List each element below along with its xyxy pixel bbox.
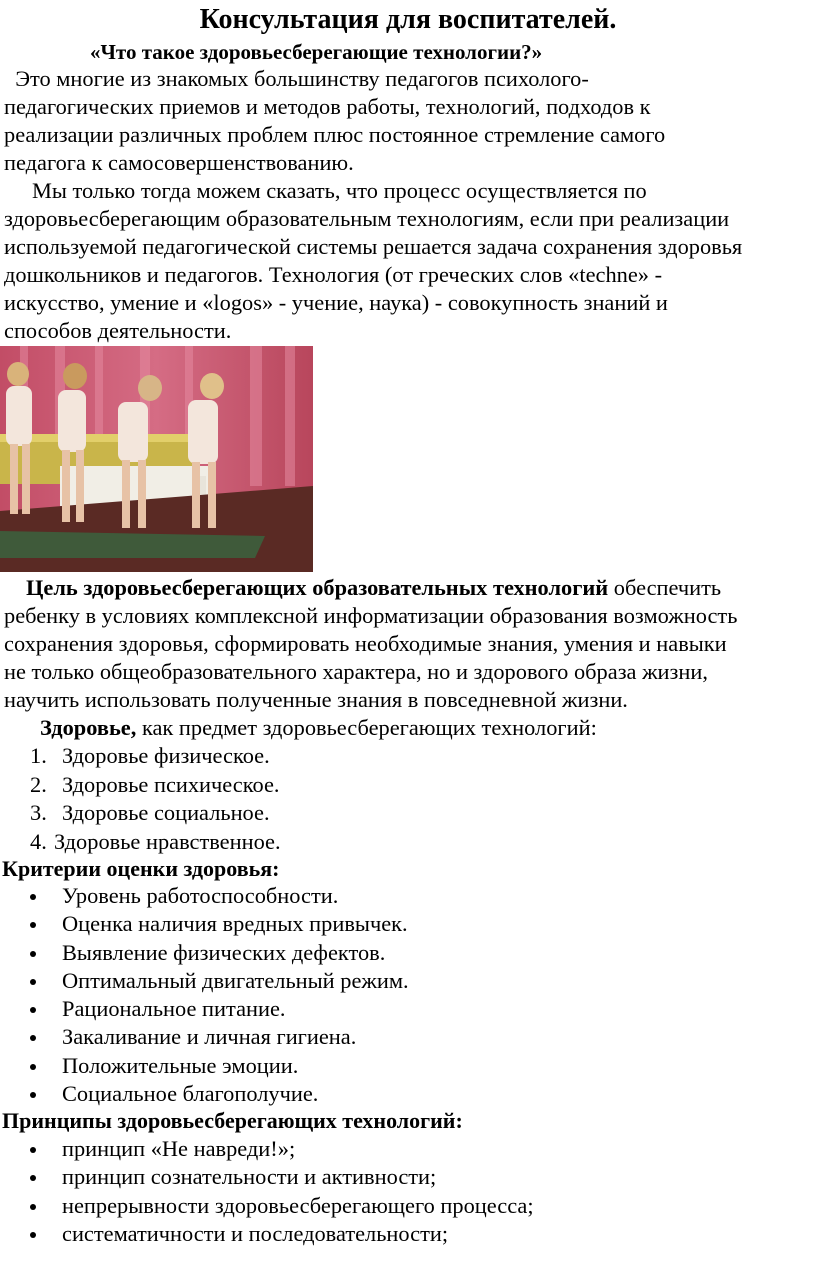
bullet-icon	[30, 922, 36, 928]
bullet-icon	[30, 1175, 36, 1181]
paragraph-line: используемой педагогической системы решается задача сохранения здоровья	[4, 234, 743, 259]
list-item-text: Оценка наличия вредных привычек.	[62, 911, 408, 937]
paragraph-line: способов деятельности.	[4, 318, 232, 343]
list-item-text: Здоровье психическое.	[62, 771, 280, 797]
bullet-icon	[30, 1092, 36, 1098]
list-item-text: принцип сознательности и активности;	[62, 1164, 437, 1190]
list-item-text: принцип «Не навреди!»;	[62, 1136, 296, 1161]
paragraph-line: Мы только тогда можем сказать, что процесс осуществляется по	[4, 178, 647, 203]
paragraph-line: дошкольников и педагогов. Технология (от греческих слов «techne» -	[4, 262, 663, 287]
goal-bold-lead: Цель здоровьесберегающих образовательных технологий	[26, 575, 609, 600]
list-item-text: Выявление физических дефектов.	[62, 939, 386, 965]
list-item-text: непрерывности здоровьесберегающего процесса;	[62, 1192, 534, 1218]
bullet-icon	[30, 1232, 36, 1238]
criteria-heading: Критерии оценки здоровья:	[2, 856, 280, 881]
paragraph-line: Это многие из знакомых большинству педагогов психолого-	[4, 66, 589, 91]
paragraph-line	[4, 574, 812, 602]
bullet-icon	[30, 1035, 36, 1041]
health-bold-lead: Здоровье,	[40, 715, 137, 740]
paragraph-line: реализации различных проблем плюс постоянное стремление самого	[4, 122, 666, 147]
paragraph-intro	[4, 65, 812, 177]
bullet-icon	[30, 1204, 36, 1210]
list-item-text: Здоровье физическое.	[62, 743, 270, 768]
paragraph-line: здоровьесберегающим образовательным технологиям, если при реализации	[4, 206, 730, 231]
list-item-text: Социальное благополучие.	[62, 1081, 319, 1107]
list-item-text: Оптимальный двигательный режим.	[62, 967, 409, 993]
children-exercise-photo	[0, 346, 313, 572]
list-number: 4.	[30, 828, 47, 854]
list-item-text: систематичности и последовательности;	[62, 1220, 449, 1246]
bullet-icon	[30, 1147, 36, 1153]
list-number: 3.	[30, 800, 47, 825]
document-subtitle: «Что такое здоровьесберегающие технологии?»	[90, 40, 543, 64]
paragraph-line: педагога к самосовершенствованию.	[4, 150, 354, 175]
paragraph-line: ребенку в условиях комплексной информатизации образования возможность	[4, 603, 738, 628]
bullet-icon	[30, 894, 36, 900]
paragraph-line: не только общеобразовательного характера, но и здорового образа жизни,	[4, 659, 708, 684]
principles-heading: Принципы здоровьесберегающих технологий:	[2, 1108, 463, 1133]
paragraph-line: педагогических приемов и методов работы, технологий, подходов к	[4, 94, 651, 119]
list-item-text: Здоровье нравственное.	[54, 828, 281, 854]
list-number: 2.	[30, 771, 47, 797]
bullet-icon	[30, 979, 36, 985]
list-number: 1.	[30, 743, 47, 768]
paragraph-line: искусство, умение и «logos» - учение, наука) - совокупность знаний и	[4, 290, 668, 315]
bullet-icon	[30, 951, 36, 957]
list-item-text: Уровень работоспособности.	[62, 883, 339, 908]
document-title: Консультация для воспитателей.	[199, 4, 617, 35]
paragraph-line: научить использовать полученные знания в повседневной жизни.	[4, 687, 628, 712]
paragraph-technology	[4, 177, 812, 345]
list-item-text: Рациональное питание.	[62, 996, 286, 1022]
list-item-text: Положительные эмоции.	[62, 1052, 299, 1078]
paragraph-goal	[4, 574, 812, 714]
goal-line-rest: обеспечить	[608, 575, 722, 600]
list-item-text: Здоровье социальное.	[62, 800, 270, 825]
list-item-text: Закаливание и личная гигиена.	[62, 1024, 357, 1050]
bullet-icon	[30, 1064, 36, 1070]
health-intro	[40, 714, 597, 742]
health-intro-rest: как предмет здоровьесберегающих технологий:	[136, 715, 597, 740]
paragraph-line: сохранения здоровья, сформировать необходимые знания, умения и навыки	[4, 631, 727, 656]
bullet-icon	[30, 1007, 36, 1013]
